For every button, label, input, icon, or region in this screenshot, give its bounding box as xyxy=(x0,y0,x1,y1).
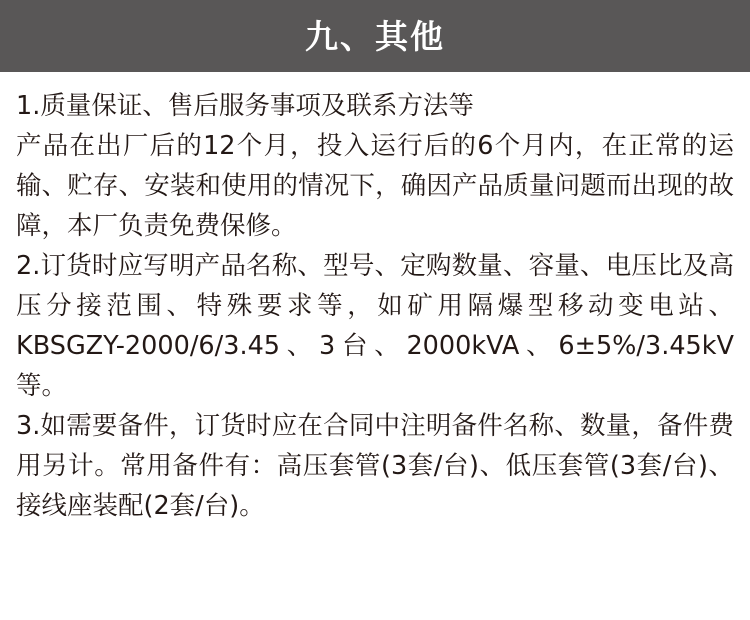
page-title: 九、其他 xyxy=(305,16,445,56)
section-header-band xyxy=(0,0,750,72)
paragraph-2: 产品在出厂后的12个月，投入运行后的6个月内，在正常的运输、贮存、安装和使用的情况下，确因产品质量问题而出现的故障，本厂负责免费保修。 xyxy=(16,131,734,241)
document-body xyxy=(0,72,750,526)
paragraph-1: 1.质量保证、售后服务事项及联系方法等 xyxy=(16,91,474,121)
paragraph-4: 3.如需要备件，订货时应在合同中注明备件名称、数量，备件费用另计。常用备件有：高压套管(3套/台)、低压套管(3套/台)、接线座装配(2套/台)。 xyxy=(16,411,734,521)
paragraph-3: 2.订货时应写明产品名称、型号、定购数量、容量、电压比及高压分接范围、特殊要求等，如矿用隔爆型移动变电站、KBSGZY-2000/6/3.45、3台、2000kVA、6±5%/3.45kV等。 xyxy=(16,251,734,401)
footer-strip xyxy=(0,614,750,620)
